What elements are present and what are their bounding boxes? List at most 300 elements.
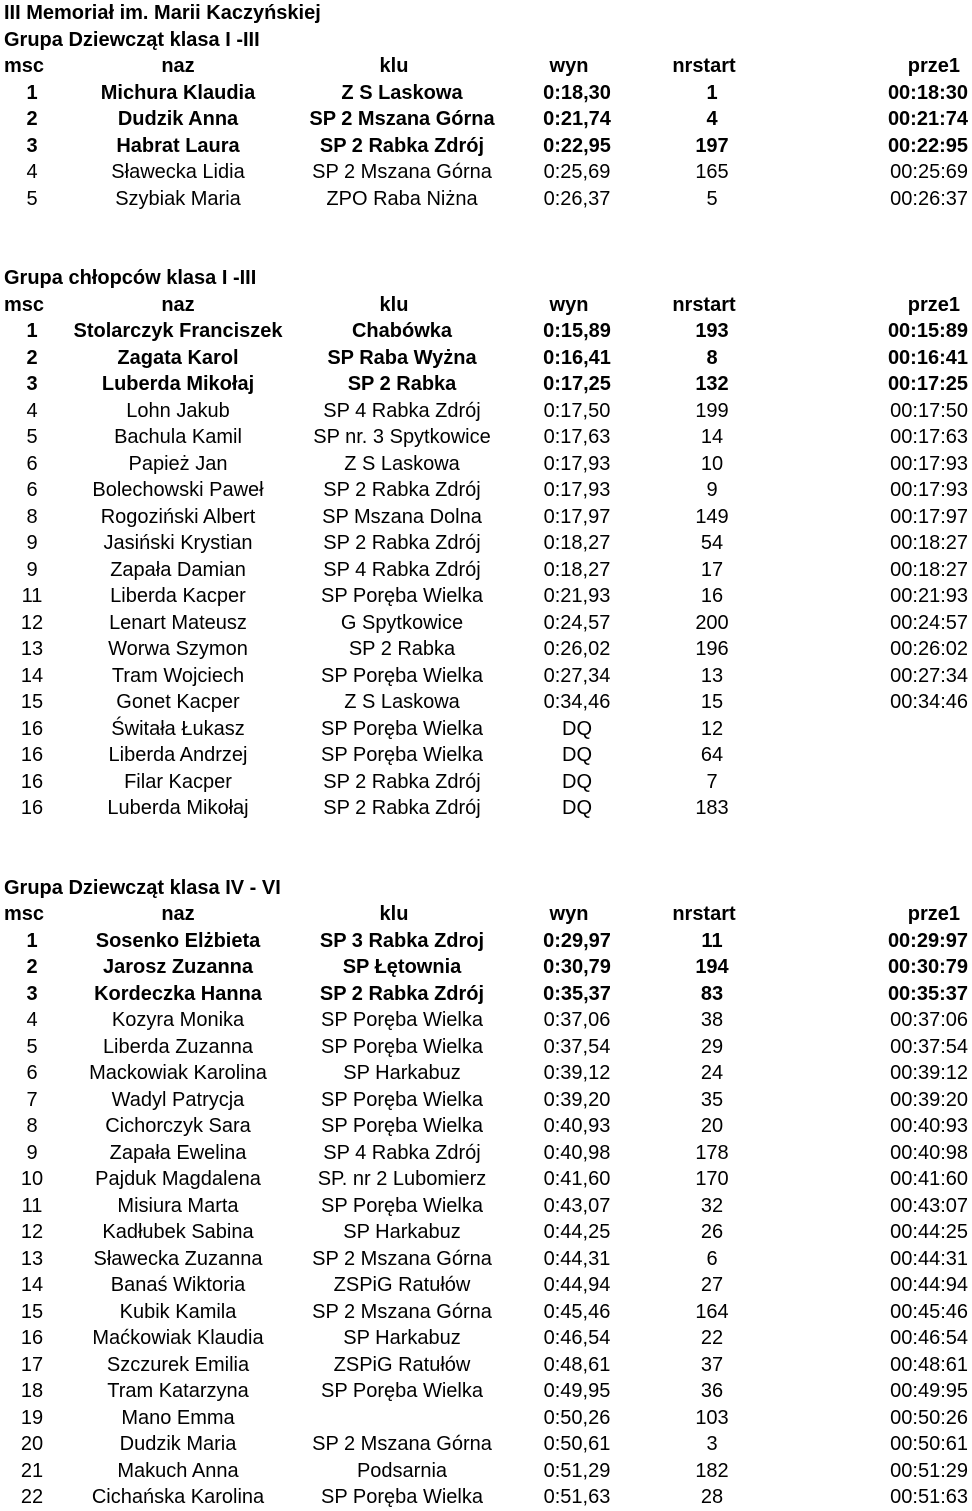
cell-wyn: 0:43,07: [543, 1194, 611, 1217]
cell-msc: 17: [20, 1353, 44, 1376]
cell-klu: G Spytkowice: [340, 611, 464, 634]
cell-msc: 14: [20, 664, 44, 687]
table-row: [0, 1325, 968, 1352]
cell-klu: SP 2 Rabka Zdrój: [323, 797, 481, 819]
cell-nrstart: 178: [695, 1141, 729, 1164]
cell-naz: Szybiak Maria: [115, 187, 241, 210]
cell-msc: 20: [20, 1433, 44, 1455]
cell-naz: Cichorczyk Sara: [105, 1115, 251, 1137]
cell-wyn: 0:46,54: [543, 1327, 611, 1349]
cell-prze1: [782, 769, 972, 796]
cell-msc: 2: [26, 346, 38, 369]
cell-msc: 16: [20, 797, 44, 819]
results-groups: [0, 27, 968, 1511]
cell-prze1: 00:49:95: [890, 1380, 968, 1402]
cell-prze1: 00:29:97: [887, 929, 968, 952]
cell-msc: 5: [26, 426, 38, 448]
cell-msc: 5: [26, 187, 38, 210]
column-header-msc: msc: [4, 903, 45, 925]
cell-nrstart: 32: [700, 1194, 724, 1217]
cell-prze1: 00:17:93: [890, 479, 968, 501]
cell-prze1: 00:50:61: [890, 1433, 968, 1455]
cell-msc: 16: [20, 770, 44, 793]
cell-prze1: 00:40:98: [890, 1141, 968, 1164]
cell-wyn: DQ: [562, 717, 592, 740]
cell-msc: 2: [26, 108, 38, 130]
cell-klu: SP 2 Mszana Górna: [312, 1433, 492, 1455]
column-header-nrstart: nrstart: [672, 903, 736, 925]
cell-wyn: 0:44,31: [543, 1247, 611, 1270]
cell-klu: SP Poręba Wielka: [321, 717, 483, 740]
table-row: [0, 1060, 968, 1087]
table-row: [0, 689, 968, 716]
cell-nrstart: 29: [700, 1035, 724, 1058]
cell-msc: 4: [26, 399, 38, 422]
column-header-naz: naz: [161, 903, 195, 925]
table-row: [0, 1087, 968, 1114]
results-group: [0, 265, 968, 822]
cell-msc: 2: [26, 956, 38, 978]
cell-wyn: 0:17,50: [543, 399, 611, 422]
cell-wyn: 0:51,63: [543, 1486, 611, 1508]
cell-prze1: 00:17:50: [890, 399, 968, 422]
cell-naz: Zapała Ewelina: [109, 1141, 247, 1164]
table-row: [0, 954, 968, 981]
table-row: [0, 1299, 968, 1326]
cell-nrstart: 15: [700, 691, 724, 713]
column-header-row: [0, 901, 960, 928]
cell-msc: 12: [20, 1221, 44, 1243]
cell-wyn: 0:40,93: [543, 1115, 611, 1137]
cell-msc: 4: [26, 161, 38, 183]
column-header-prze1: prze1: [907, 903, 960, 925]
cell-klu: SP 4 Rabka Zdrój: [323, 558, 481, 581]
cell-naz: Gonet Kacper: [116, 691, 240, 713]
table-row: [0, 795, 960, 822]
cell-nrstart: 165: [695, 161, 729, 183]
table-row: [0, 477, 968, 504]
cell-naz: Luberda Mikołaj: [101, 373, 255, 395]
cell-prze1: 00:35:37: [887, 982, 968, 1005]
cell-klu: SP Poręba Wielka: [321, 1115, 483, 1137]
column-header-row: [0, 292, 960, 319]
cell-wyn: 0:50,26: [543, 1406, 611, 1429]
cell-nrstart: 22: [700, 1327, 724, 1349]
cell-wyn: 0:39,12: [543, 1062, 611, 1084]
cell-msc: 15: [20, 1300, 44, 1323]
table-row: [0, 1140, 968, 1167]
cell-nrstart: 28: [700, 1486, 724, 1508]
cell-nrstart: 194: [695, 956, 729, 978]
cell-prze1: 00:46:54: [890, 1327, 968, 1349]
cell-nrstart: 27: [700, 1274, 724, 1296]
cell-klu: SP Raba Wyżna: [327, 346, 477, 369]
cell-prze1: 00:44:25: [890, 1221, 968, 1243]
cell-wyn: DQ: [562, 797, 592, 819]
cell-msc: 6: [26, 452, 38, 475]
table-row: [0, 398, 968, 425]
cell-msc: 6: [26, 1062, 38, 1084]
cell-klu: SP Poręba Wielka: [321, 744, 483, 766]
table-row: [0, 557, 968, 584]
cell-prze1: 00:39:12: [890, 1062, 968, 1084]
cell-nrstart: 8: [706, 346, 718, 369]
table-row: [0, 1405, 968, 1432]
cell-nrstart: 16: [700, 585, 724, 607]
cell-prze1: 00:51:29: [890, 1459, 968, 1482]
table-row: [0, 1193, 968, 1220]
cell-prze1: 00:27:34: [890, 664, 968, 687]
cell-nrstart: 183: [695, 797, 729, 819]
cell-msc: 11: [21, 1194, 43, 1217]
cell-wyn: 0:50,61: [543, 1433, 611, 1455]
cell-naz: Pajduk Magdalena: [95, 1168, 261, 1190]
table-row: [0, 742, 960, 769]
cell-msc: 12: [20, 611, 44, 634]
cell-wyn: 0:18,30: [543, 81, 611, 104]
cell-prze1: [782, 716, 972, 743]
cell-nrstart: 170: [695, 1168, 729, 1190]
cell-nrstart: 132: [695, 373, 729, 395]
results-group: [0, 27, 968, 213]
cell-msc: 1: [26, 929, 38, 952]
cell-naz: Mackowiak Karolina: [89, 1062, 267, 1084]
cell-msc: 8: [26, 505, 38, 528]
cell-prze1: 00:17:93: [890, 452, 968, 475]
table-row: [0, 133, 968, 160]
column-header-wyn: wyn: [549, 293, 589, 316]
cell-naz: Lenart Mateusz: [109, 611, 247, 634]
cell-naz: Kozyra Monika: [111, 1009, 245, 1031]
cell-msc: 13: [20, 638, 44, 660]
column-header-nrstart: nrstart: [672, 293, 736, 316]
cell-nrstart: 1: [706, 81, 718, 104]
cell-prze1: 00:45:46: [890, 1300, 968, 1323]
table-row: [0, 424, 968, 451]
cell-prze1: 00:37:54: [890, 1035, 968, 1058]
column-header-naz: naz: [161, 55, 195, 77]
cell-wyn: DQ: [562, 744, 592, 766]
cell-naz: Liberda Kacper: [110, 585, 246, 607]
cell-prze1: 00:51:63: [890, 1486, 968, 1508]
group-spacer: [0, 212, 960, 265]
cell-msc: 13: [20, 1247, 44, 1270]
cell-prze1: 00:34:46: [890, 691, 968, 713]
cell-msc: 3: [26, 134, 38, 157]
group-title: Grupa Dziewcząt klasa IV - VI: [4, 876, 281, 899]
cell-msc: 9: [26, 532, 38, 554]
cell-wyn: 0:48,61: [543, 1353, 611, 1376]
cell-nrstart: 3: [706, 1433, 718, 1455]
cell-msc: 3: [26, 373, 38, 395]
cell-prze1: 00:21:74: [887, 108, 968, 130]
cell-wyn: 0:27,34: [543, 664, 611, 687]
cell-prze1: [782, 795, 972, 822]
cell-wyn: 0:41,60: [543, 1168, 611, 1190]
cell-prze1: 00:30:79: [887, 956, 968, 978]
cell-msc: 18: [20, 1380, 44, 1402]
cell-klu: SP 2 Rabka Zdrój: [319, 982, 485, 1005]
cell-klu: SP Poręba Wielka: [321, 1088, 483, 1111]
cell-wyn: 0:39,20: [543, 1088, 611, 1111]
cell-nrstart: 14: [700, 426, 724, 448]
column-header-wyn: wyn: [549, 903, 589, 925]
table-row: [0, 1458, 968, 1485]
cell-naz: Szczurek Emilia: [106, 1353, 250, 1376]
cell-nrstart: 6: [706, 1247, 718, 1270]
table-row: [0, 318, 968, 345]
cell-nrstart: 24: [700, 1062, 724, 1084]
table-row: [0, 1431, 968, 1458]
cell-naz: Sławecka Zuzanna: [93, 1247, 263, 1270]
cell-nrstart: 83: [700, 982, 724, 1005]
cell-msc: 9: [26, 1141, 38, 1164]
table-row: [0, 451, 968, 478]
cell-naz: Michura Klaudia: [100, 81, 256, 104]
cell-prze1: 00:16:41: [887, 346, 968, 369]
cell-klu: SP Poręba Wielka: [321, 664, 483, 687]
cell-prze1: 00:44:31: [890, 1247, 968, 1270]
cell-prze1: 00:43:07: [890, 1194, 968, 1217]
cell-naz: Jasiński Krystian: [103, 532, 253, 554]
column-header-klu: klu: [379, 293, 409, 316]
cell-wyn: 0:29,97: [543, 929, 611, 952]
cell-naz: Stolarczyk Franciszek: [73, 320, 283, 342]
cell-wyn: 0:37,06: [543, 1009, 611, 1031]
cell-naz: Liberda Zuzanna: [102, 1035, 254, 1058]
cell-klu: Z S Laskowa: [344, 452, 460, 475]
cell-wyn: 0:16,41: [543, 346, 611, 369]
cell-nrstart: 54: [700, 532, 724, 554]
table-row: [0, 583, 968, 610]
cell-msc: 8: [26, 1115, 38, 1137]
cell-msc: 21: [20, 1459, 44, 1482]
cell-nrstart: 182: [695, 1459, 729, 1482]
cell-klu: [292, 1405, 512, 1432]
cell-msc: 1: [26, 81, 38, 104]
cell-wyn: 0:17,63: [543, 426, 611, 448]
cell-nrstart: 149: [695, 505, 729, 528]
table-row: [0, 1352, 968, 1379]
cell-naz: Liberda Andrzej: [108, 744, 248, 766]
cell-naz: Makuch Anna: [117, 1459, 239, 1482]
cell-prze1: 00:40:93: [890, 1115, 968, 1137]
cell-prze1: 00:39:20: [890, 1088, 968, 1111]
table-row: [0, 636, 968, 663]
cell-msc: 1: [26, 320, 38, 342]
cell-klu: SP Harkabuz: [343, 1327, 461, 1349]
cell-klu: ZPO Raba Niżna: [326, 187, 478, 210]
cell-naz: Habrat Laura: [116, 134, 240, 157]
column-header-msc: msc: [4, 293, 45, 316]
cell-klu: SP 2 Rabka Zdrój: [323, 479, 481, 501]
group-title: Grupa Dziewcząt klasa I -III: [4, 28, 260, 51]
cell-prze1: 00:44:94: [890, 1274, 968, 1296]
cell-klu: SP 2 Mszana Górna: [309, 108, 495, 130]
cell-nrstart: 164: [695, 1300, 729, 1323]
cell-naz: Cichańska Karolina: [91, 1486, 265, 1508]
column-header-naz: naz: [161, 293, 195, 316]
table-row: [0, 371, 968, 398]
column-header-klu: klu: [379, 903, 409, 925]
column-header-wyn: wyn: [549, 55, 589, 77]
table-row: [0, 663, 968, 690]
cell-wyn: 0:34,46: [543, 691, 611, 713]
cell-prze1: 00:18:30: [887, 81, 968, 104]
cell-prze1: 00:37:06: [890, 1009, 968, 1031]
table-row: [0, 80, 968, 107]
cell-msc: 14: [20, 1274, 44, 1296]
cell-wyn: 0:21,93: [543, 585, 611, 607]
cell-naz: Kordeczka Hanna: [94, 982, 262, 1005]
cell-naz: Tram Wojciech: [111, 664, 245, 687]
cell-naz: Kadłubek Sabina: [102, 1221, 254, 1243]
cell-naz: Filar Kacper: [124, 770, 232, 793]
cell-msc: 16: [20, 1327, 44, 1349]
cell-naz: Mano Emma: [121, 1406, 235, 1429]
cell-naz: Misiura Marta: [117, 1194, 239, 1217]
cell-nrstart: 26: [700, 1221, 724, 1243]
cell-naz: Dudzik Anna: [117, 108, 239, 130]
cell-prze1: 00:17:97: [890, 505, 968, 528]
table-row: [0, 504, 968, 531]
cell-nrstart: 10: [700, 452, 724, 475]
cell-klu: SP 3 Rabka Zdroj: [319, 929, 485, 952]
cell-msc: 16: [20, 744, 44, 766]
cell-wyn: 0:15,89: [543, 320, 611, 342]
cell-nrstart: 37: [700, 1353, 724, 1376]
cell-nrstart: 20: [700, 1115, 724, 1137]
cell-prze1: 00:26:02: [890, 638, 968, 660]
cell-klu: ZSPiG Ratułów: [333, 1353, 471, 1376]
cell-prze1: 00:25:69: [890, 161, 968, 183]
cell-wyn: 0:21,74: [543, 108, 611, 130]
cell-nrstart: 200: [695, 611, 729, 634]
table-row: [0, 928, 968, 955]
cell-naz: Świtała Łukasz: [111, 717, 245, 740]
column-header-row: [0, 53, 960, 80]
table-row: [0, 1246, 968, 1273]
cell-wyn: 0:17,25: [543, 373, 611, 395]
cell-naz: Sławecka Lidia: [111, 161, 245, 183]
cell-msc: 16: [20, 717, 44, 740]
cell-nrstart: 7: [706, 770, 718, 793]
cell-nrstart: 197: [695, 134, 729, 157]
cell-naz: Zagata Karol: [117, 346, 239, 369]
cell-prze1: 00:41:60: [890, 1168, 968, 1190]
cell-wyn: 0:45,46: [543, 1300, 611, 1323]
cell-nrstart: 199: [695, 399, 729, 422]
table-row: [0, 610, 968, 637]
cell-klu: SP 2 Rabka: [347, 373, 457, 395]
cell-naz: Banaś Wiktoria: [110, 1274, 246, 1296]
table-row: [0, 345, 968, 372]
cell-prze1: 00:18:27: [890, 532, 968, 554]
cell-nrstart: 35: [700, 1088, 724, 1111]
cell-klu: SP 4 Rabka Zdrój: [323, 1141, 481, 1164]
cell-msc: 11: [21, 585, 43, 607]
table-row: [0, 1034, 968, 1061]
cell-klu: SP. nr 2 Lubomierz: [317, 1168, 487, 1190]
group-title: Grupa chłopców klasa I -III: [4, 267, 257, 289]
column-header-msc: msc: [4, 55, 45, 77]
cell-wyn: 0:40,98: [543, 1141, 611, 1164]
table-row: [0, 186, 968, 213]
results-group: [0, 875, 968, 1511]
table-row: [0, 1272, 968, 1299]
table-row: [0, 1113, 968, 1140]
cell-wyn: 0:17,97: [543, 505, 611, 528]
cell-klu: SP 2 Rabka: [348, 638, 456, 660]
cell-klu: SP 2 Mszana Górna: [312, 1300, 492, 1323]
cell-nrstart: 11: [701, 929, 723, 952]
cell-nrstart: 64: [700, 744, 724, 766]
cell-prze1: 00:24:57: [890, 611, 968, 634]
cell-klu: Z S Laskowa: [341, 81, 463, 104]
cell-msc: 15: [20, 691, 44, 713]
column-header-prze1: prze1: [907, 293, 960, 316]
table-row: [0, 1219, 968, 1246]
cell-nrstart: 17: [700, 558, 724, 581]
cell-naz: Lohn Jakub: [126, 399, 230, 422]
group-spacer: [0, 822, 960, 875]
cell-wyn: 0:22,95: [543, 134, 611, 157]
cell-msc: 6: [26, 479, 38, 501]
cell-wyn: 0:18,27: [543, 558, 611, 581]
cell-nrstart: 196: [695, 638, 729, 660]
cell-nrstart: 12: [700, 717, 724, 740]
cell-naz: Tram Katarzyna: [107, 1380, 249, 1402]
cell-klu: SP Poręba Wielka: [321, 1380, 483, 1402]
cell-naz: Kubik Kamila: [119, 1300, 237, 1323]
column-header-prze1: prze1: [907, 55, 960, 77]
cell-prze1: 00:26:37: [890, 187, 968, 210]
table-row: [0, 769, 960, 796]
cell-prze1: 00:50:26: [890, 1406, 968, 1429]
cell-naz: Worwa Szymon: [108, 638, 248, 660]
cell-nrstart: 36: [700, 1380, 724, 1402]
cell-klu: SP Poręba Wielka: [321, 1486, 483, 1508]
cell-naz: Maćkowiak Klaudia: [92, 1327, 264, 1349]
cell-klu: ZSPiG Ratułów: [333, 1274, 471, 1296]
cell-klu: SP 4 Rabka Zdrój: [323, 399, 481, 422]
cell-klu: SP Poręba Wielka: [321, 1009, 483, 1031]
cell-naz: Bolechowski Paweł: [92, 479, 264, 501]
table-row: [0, 716, 960, 743]
cell-nrstart: 9: [706, 479, 718, 501]
cell-klu: SP Harkabuz: [343, 1221, 461, 1243]
cell-naz: Dudzik Maria: [119, 1433, 237, 1455]
cell-wyn: 0:18,27: [543, 532, 611, 554]
cell-msc: 4: [26, 1009, 38, 1031]
cell-msc: 22: [20, 1486, 44, 1508]
cell-klu: SP 2 Rabka Zdrój: [323, 770, 481, 793]
cell-klu: SP Mszana Dolna: [322, 505, 482, 528]
cell-wyn: DQ: [562, 770, 592, 793]
cell-klu: SP 2 Rabka Zdrój: [319, 134, 485, 157]
cell-wyn: 0:51,29: [543, 1459, 611, 1482]
table-row: [0, 1166, 968, 1193]
cell-prze1: 00:48:61: [890, 1353, 968, 1376]
table-row: [0, 106, 968, 133]
cell-naz: Luberda Mikołaj: [107, 797, 249, 819]
cell-prze1: [782, 742, 972, 769]
cell-klu: SP nr. 3 Spytkowice: [313, 426, 491, 448]
document-title: III Memoriał im. Marii Kaczyńskiej: [4, 2, 321, 24]
cell-prze1: 00:15:89: [887, 320, 968, 342]
cell-klu: SP Poręba Wielka: [321, 1035, 483, 1058]
column-header-klu: klu: [379, 55, 409, 77]
